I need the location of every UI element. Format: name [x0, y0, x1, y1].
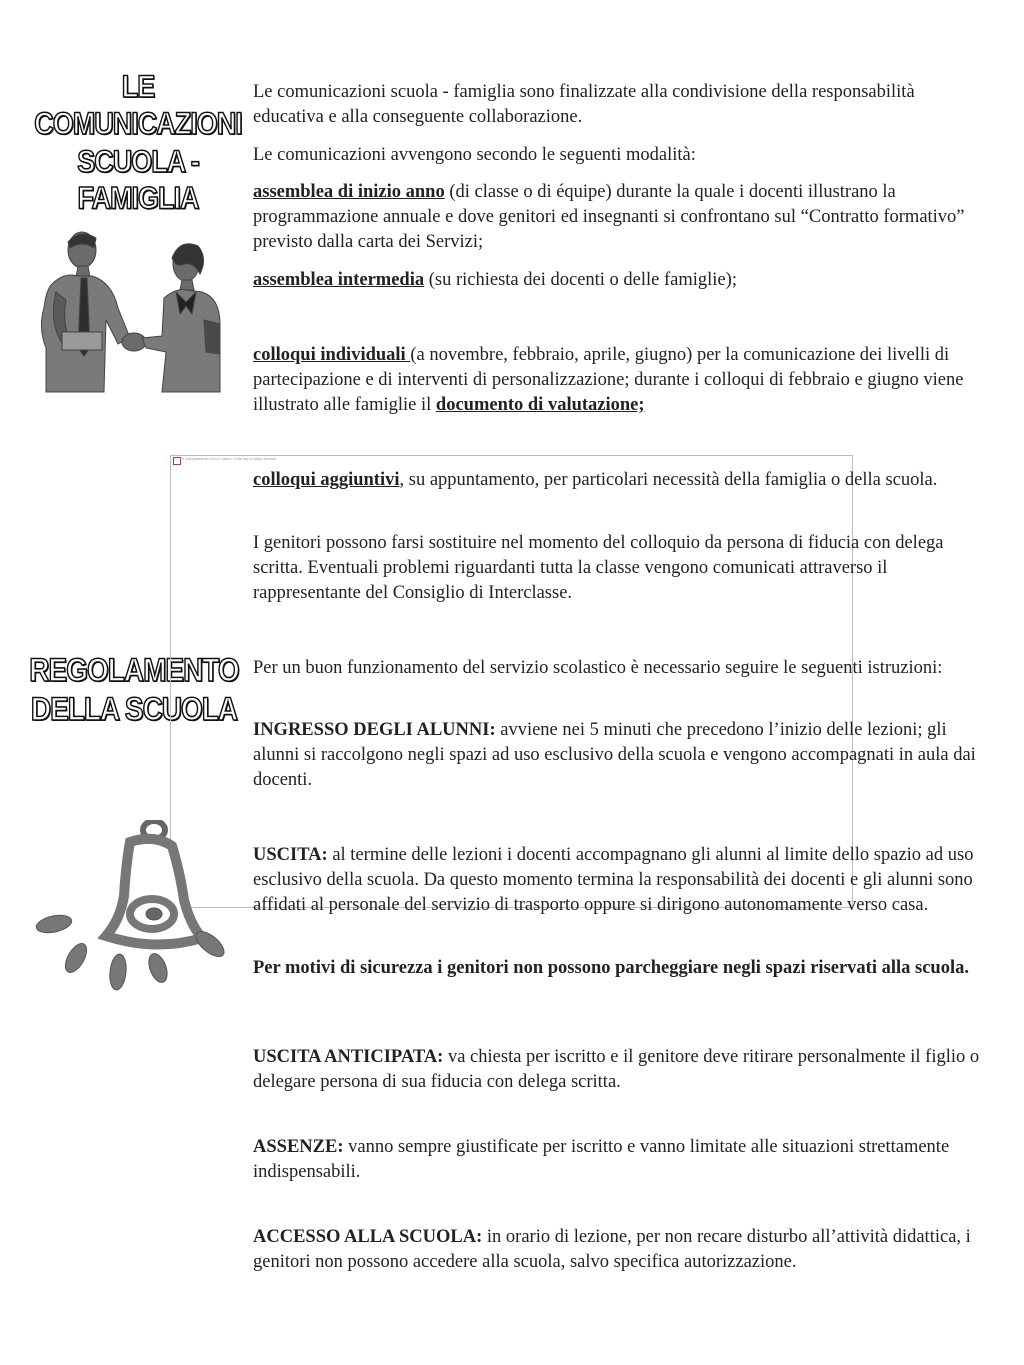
rule-label: INGRESSO DEGLI ALUNNI:	[253, 720, 496, 740]
rule-sicurezza	[253, 956, 983, 981]
item-text: (su richiesta dei docenti o delle famiglie);	[424, 270, 737, 290]
rule-uscita	[253, 843, 983, 918]
people-shaking-hands-icon	[34, 228, 226, 394]
heading-line: REGOLAMENTO	[29, 652, 239, 688]
item-label: assemblea intermedia	[253, 270, 425, 290]
rule-text: vanno sempre giustificate per iscritto e vanno limitate alle situazioni strettamente indispensabili.	[253, 1137, 950, 1182]
item-colloqui-individuali	[253, 343, 983, 418]
heading-line: DELLA SCUOLA	[30, 690, 238, 727]
paragraph: I genitori possono farsi sostituire nel momento del colloquio da persona di fiducia con delega scritta. Eventuali problemi riguardanti tutta la classe vengono comunicati attraverso il rappresentante del Consiglio di Interclasse.	[253, 533, 944, 603]
comunicazioni-delega	[253, 531, 983, 606]
rule-text: in orario di lezione, per non recare disturbo all’attività didattica, i genitori non possono accedere alla scuola, salvo specifica autorizzazione.	[253, 1227, 971, 1272]
item-label: assemblea di inizio anno	[253, 182, 445, 202]
rule-text: va chiesta per iscritto e il genitore deve ritirare personalmente il figlio o delegare persona di sua fiducia con delega scritta.	[253, 1047, 980, 1092]
item-label: colloqui individuali	[253, 345, 411, 365]
item-text: (a novembre, febbraio, aprile, giugno) per la comunicazione dei livelli di partecipazione e di interventi di personalizzazione; durante i colloqui di febbraio e giugno viene illustrato alle famiglie il	[253, 345, 964, 415]
rule-text: al termine delle lezioni i docenti accompagnano gli alunni al limite dello spazio ad uso esclusivo della scuola. Da questo momento termina la responsabilità dei docenti e gli alunni sono affidati al personale del servizio di trasporto oppure si dirigono autonomamente verso casa.	[253, 845, 974, 915]
heading-line: LE COMUNICAZIONI	[34, 69, 242, 142]
item-text: (di classe o di équipe) durante la quale i docenti illustrano la programmazione annuale e dove genitori ed insegnanti si confrontano sul “Contratto formativo” previsto dalla carta dei Servizi;	[253, 182, 965, 252]
documento-valutazione-link[interactable]: documento di valutazione;	[435, 395, 645, 415]
broken-image-icon	[173, 457, 181, 465]
rule-ingresso	[253, 718, 983, 793]
item-assemblea-inizio	[253, 180, 983, 255]
heading-line: SCUOLA - FAMIGLIA	[77, 143, 199, 216]
paragraph: Le comunicazioni scuola - famiglia sono finalizzate alla condivisione della responsabilità educativa e alla conseguente collaborazione.	[253, 82, 915, 127]
item-text: , su appuntamento, per particolari necessità della famiglia o della scuola.	[399, 470, 938, 490]
rule-text: avviene nei 5 minuti che precedono l’inizio delle lezioni; gli alunni si raccolgono negli spazi ad uso esclusivo della scuola e vengono accompagnati in aula dai docenti.	[253, 720, 976, 790]
broken-image-caption: Il collegamento non è valido: il file non è stato trovato.	[182, 456, 278, 461]
item-label: colloqui aggiuntivi	[253, 470, 400, 490]
rule-uscita-anticipata	[253, 1045, 983, 1095]
comunicazioni-intro	[253, 80, 983, 130]
school-bell-icon	[34, 820, 230, 992]
rule-label: ASSENZE:	[253, 1137, 344, 1157]
broken-image-frame	[170, 455, 853, 908]
item-assemblea-intermedia	[253, 268, 983, 293]
paragraph: Per un buon funzionamento del servizio scolastico è necessario seguire le seguenti istruzioni:	[253, 658, 943, 678]
regolamento-intro	[253, 656, 983, 681]
rule-assenze	[253, 1135, 983, 1185]
item-colloqui-aggiuntivi	[253, 468, 983, 493]
paragraph: Per motivi di sicurezza i genitori non possono parcheggiare negli spazi riservati alla scuola.	[253, 958, 969, 978]
paragraph: Le comunicazioni avvengono secondo le seguenti modalità:	[253, 145, 696, 165]
rule-label: USCITA ANTICIPATA:	[253, 1047, 444, 1067]
rule-label: USCITA:	[253, 845, 328, 865]
rule-accesso	[253, 1225, 983, 1275]
rule-label: ACCESSO ALLA SCUOLA:	[253, 1227, 483, 1247]
heading-comunicazioni	[20, 68, 256, 217]
comunicazioni-modalita	[253, 143, 983, 168]
